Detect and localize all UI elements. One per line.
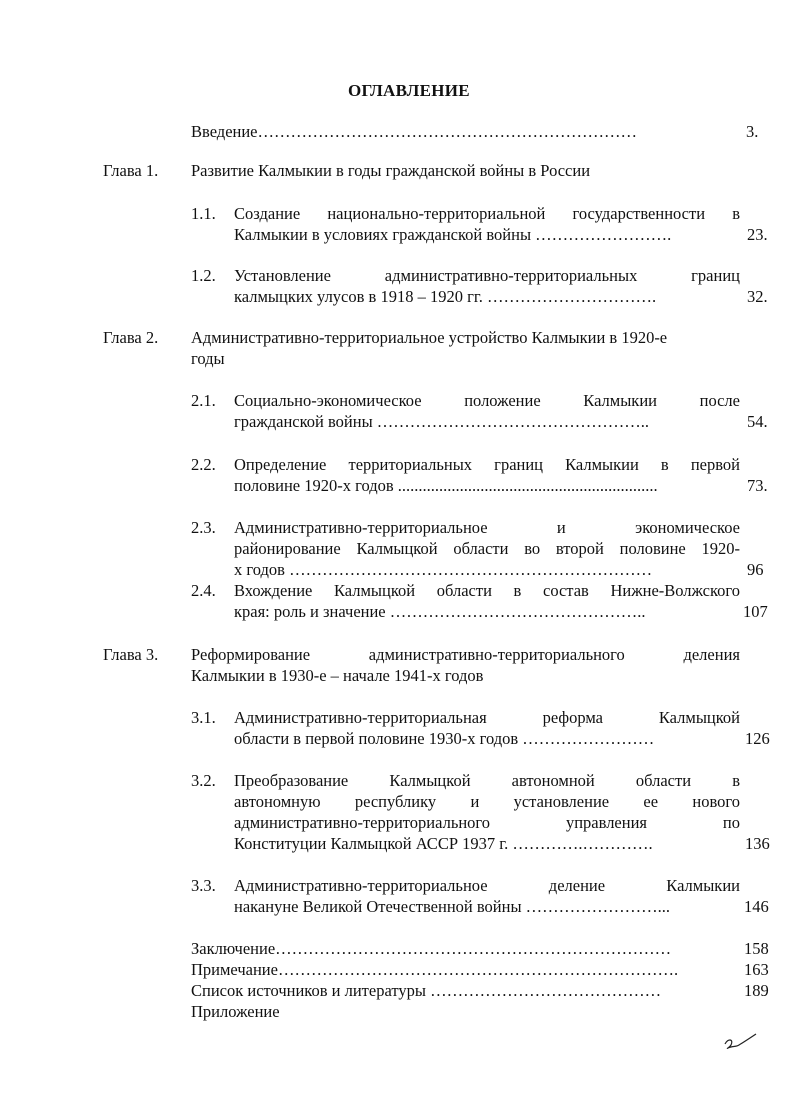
chapter-2-title-line-2: годы xyxy=(191,349,225,368)
section-2-3-number: 2.3. xyxy=(191,518,216,537)
chapter-1-title: Развитие Калмыкии в годы гражданской войны в России xyxy=(191,161,591,180)
section-3-2-number: 3.2. xyxy=(191,771,216,790)
chapter-3-title-line-1: Реформирование административно-территориального деления xyxy=(191,645,740,664)
section-3-3-number: 3.3. xyxy=(191,876,216,895)
section-2-2-number: 2.2. xyxy=(191,455,216,474)
section-3-1-number: 3.1. xyxy=(191,708,216,727)
section-3-1-line-2: области в первой половине 1930-х годов …………………… xyxy=(234,729,655,748)
section-2-3-page: 96 xyxy=(747,560,764,579)
toc-entry-notes xyxy=(191,959,678,980)
section-3-2-page: 136 xyxy=(745,834,770,853)
section-3-2-line-2: автономную республику и установление ее нового xyxy=(234,792,740,811)
appendix-label: Приложение xyxy=(191,1002,280,1021)
section-2-2-line-1: Определение территориальных границ Калмыкии в первой xyxy=(234,455,740,474)
section-1-2-line-2: калмыцких улусов в 1918 – 1920 гг. …………………………. xyxy=(234,287,657,306)
intro-label: Введение xyxy=(191,122,258,141)
notes-leader: ………………………………………………………………. xyxy=(277,960,679,979)
page-title: ОГЛАВЛЕНИЕ xyxy=(348,81,470,100)
section-3-1-page: 126 xyxy=(745,729,770,748)
toc-entry-bibliography xyxy=(191,980,661,1001)
section-2-1-page: 54. xyxy=(747,412,768,431)
intro-page: 3. xyxy=(746,122,759,141)
section-2-4-line-2: края: роль и значение ……………………………………….. xyxy=(234,602,646,621)
section-2-1-number: 2.1. xyxy=(191,391,216,410)
section-2-2-line-2: половине 1920-х годов ............................................................... xyxy=(234,476,658,495)
notes-page: 163 xyxy=(744,960,769,979)
bibliography-label: Список источников и литературы xyxy=(191,981,426,1000)
section-1-2-number: 1.2. xyxy=(191,266,216,285)
conclusion-leader: ……………………………………………………………… xyxy=(275,939,672,958)
section-3-3-line-1: Административно-территориальное деление Калмыкии xyxy=(234,876,740,895)
section-1-1-number: 1.1. xyxy=(191,204,216,223)
section-2-3-line-1: Административно-территориальное и экономическое xyxy=(234,518,740,537)
section-2-4-page: 107 xyxy=(743,602,768,621)
chapter-2-label: Глава 2. xyxy=(103,328,159,347)
section-2-3-line-2: районирование Калмыцкой области во второй половине 1920- xyxy=(234,539,740,558)
conclusion-label: Заключение xyxy=(191,939,276,958)
section-1-2-line-1: Установление административно-территориальных границ xyxy=(234,266,740,285)
notes-label: Примечание xyxy=(191,960,278,979)
chapter-3-title-line-2: Калмыкии в 1930-е – начале 1941-х годов xyxy=(191,666,484,685)
chapter-1-label: Глава 1. xyxy=(103,161,159,180)
section-3-1-line-1: Административно-территориальная реформа Калмыцкой xyxy=(234,708,740,727)
toc-entry-intro xyxy=(191,121,637,142)
section-3-2-line-3: административно-территориального управления по xyxy=(234,813,740,832)
section-1-2-page: 32. xyxy=(747,287,768,306)
toc-entry-conclusion xyxy=(191,938,671,959)
section-3-3-page: 146 xyxy=(744,897,769,916)
section-2-2-page: 73. xyxy=(747,476,768,495)
bibliography-leader: …………………………………… xyxy=(425,981,662,1000)
section-3-3-line-2: накануне Великой Отечественной войны ……………………... xyxy=(234,897,671,916)
section-1-1-line-1: Создание национально-территориальной государственности в xyxy=(234,204,740,223)
chapter-2-title-line-1: Административно-территориальное устройство Калмыкии в 1920-е xyxy=(191,328,668,347)
intro-leader: …………………………………………………………… xyxy=(257,122,638,141)
bibliography-page: 189 xyxy=(744,981,769,1000)
conclusion-page: 158 xyxy=(744,939,769,958)
handwritten-mark-icon xyxy=(722,1030,758,1052)
section-2-1-line-1: Социально-экономическое положение Калмыкии после xyxy=(234,391,740,410)
section-2-4-line-1: Вхождение Калмыцкой области в состав Нижне-Волжского xyxy=(234,581,740,600)
section-1-1-line-2: Калмыкии в условиях гражданской войны ……………………. xyxy=(234,225,672,244)
section-2-3-line-3: х годов ………………………………………………………… xyxy=(234,560,653,579)
section-2-4-number: 2.4. xyxy=(191,581,216,600)
section-3-2-line-4: Конституции Калмыцкой АССР 1937 г. ………….…………. xyxy=(234,834,653,853)
chapter-3-label: Глава 3. xyxy=(103,645,159,664)
section-2-1-line-2: гражданской войны ………………………………………….. xyxy=(234,412,650,431)
section-1-1-page: 23. xyxy=(747,225,768,244)
section-3-2-line-1: Преобразование Калмыцкой автономной области в xyxy=(234,771,740,790)
